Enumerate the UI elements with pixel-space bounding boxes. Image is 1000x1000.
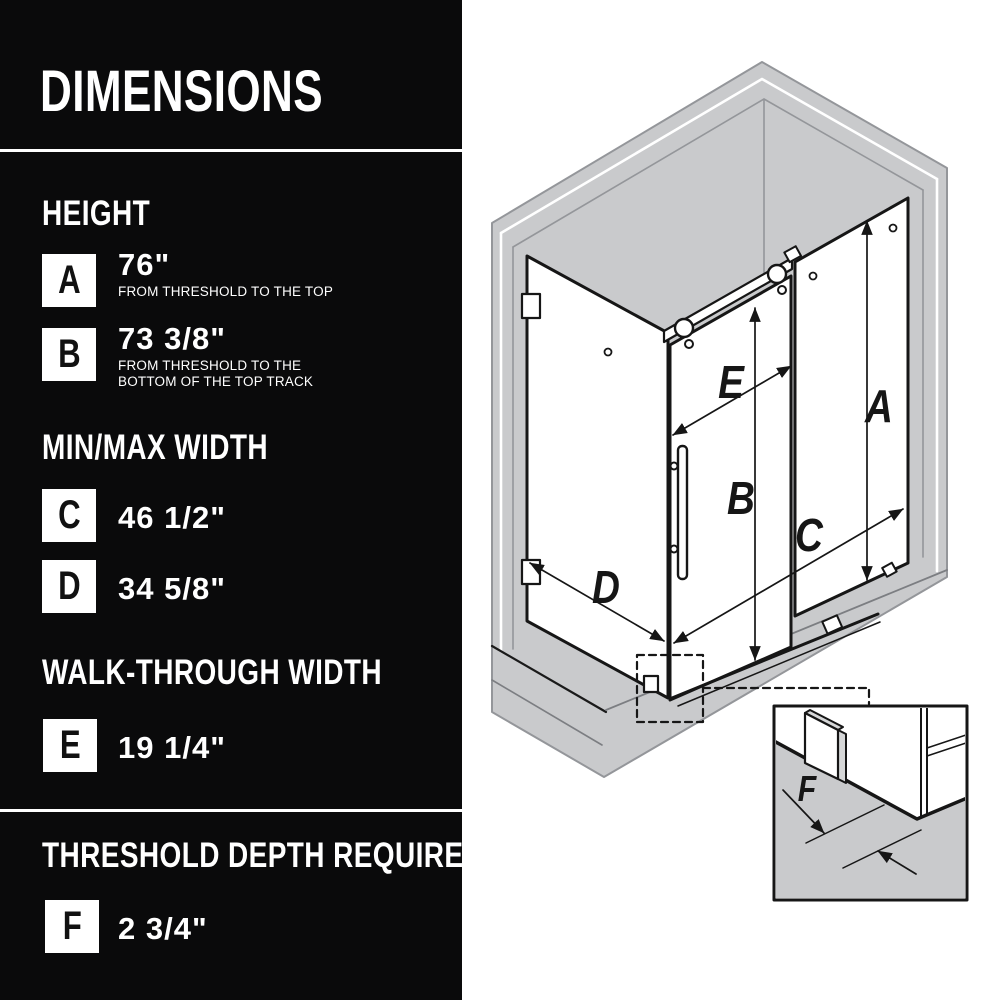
page-title-text: DIMENSIONS xyxy=(40,59,324,124)
label-f-inset: F xyxy=(797,769,817,810)
value-f: 2 3/4" xyxy=(118,911,208,946)
caption-a: FROM THRESHOLD TO THE TOP xyxy=(118,284,334,299)
roller-wheel-left xyxy=(675,319,693,337)
label-b: B xyxy=(727,472,755,524)
badge-a-letter: A xyxy=(57,258,81,302)
badge-d-letter: D xyxy=(57,564,81,608)
caption-b: FROM THRESHOLD TO THE BOTTOM OF THE TOP TRACK xyxy=(118,358,314,389)
screw-dot xyxy=(810,273,817,280)
badge-b xyxy=(42,328,96,381)
value-d: 34 5/8" xyxy=(118,571,226,606)
badge-f xyxy=(45,900,99,953)
section-heading-height: HEIGHT xyxy=(42,194,151,233)
section-heading-walkthrough: WALK-THROUGH WIDTH xyxy=(42,653,383,692)
section-heading-threshold: THRESHOLD DEPTH REQUIRED xyxy=(42,836,485,875)
section-heading-minmax-width: MIN/MAX WIDTH xyxy=(42,428,269,467)
isometric-drawing xyxy=(462,0,1000,1000)
label-c: C xyxy=(795,509,823,561)
value-a: 76" xyxy=(118,247,171,282)
shower-enclosure-diagram xyxy=(462,0,1000,1000)
inset-glass-side-edge xyxy=(838,730,846,783)
divider-top xyxy=(0,149,462,152)
badge-c-letter: C xyxy=(57,493,81,537)
specs-panel xyxy=(0,0,485,1000)
badge-c xyxy=(42,489,96,542)
badge-f-letter: F xyxy=(62,904,82,948)
value-c: 46 1/2" xyxy=(118,500,226,535)
wall-clip-top xyxy=(522,294,540,318)
roller-wheel-right xyxy=(768,265,786,283)
label-e: E xyxy=(718,356,744,408)
value-b: 73 3/8" xyxy=(118,321,226,356)
screw-dot xyxy=(605,349,612,356)
label-a: A xyxy=(865,380,893,432)
screw-dot xyxy=(890,225,897,232)
badge-e xyxy=(43,719,97,772)
value-e: 19 1/4" xyxy=(118,730,226,765)
badge-d xyxy=(42,560,96,613)
divider-bottom xyxy=(0,809,462,812)
badge-e-letter: E xyxy=(59,723,81,767)
page-title xyxy=(40,58,412,125)
label-d: D xyxy=(592,561,620,613)
panel-clip-bottom xyxy=(644,676,658,692)
door-handle xyxy=(678,446,687,579)
badge-a xyxy=(42,254,96,307)
badge-b-letter: B xyxy=(57,332,81,376)
